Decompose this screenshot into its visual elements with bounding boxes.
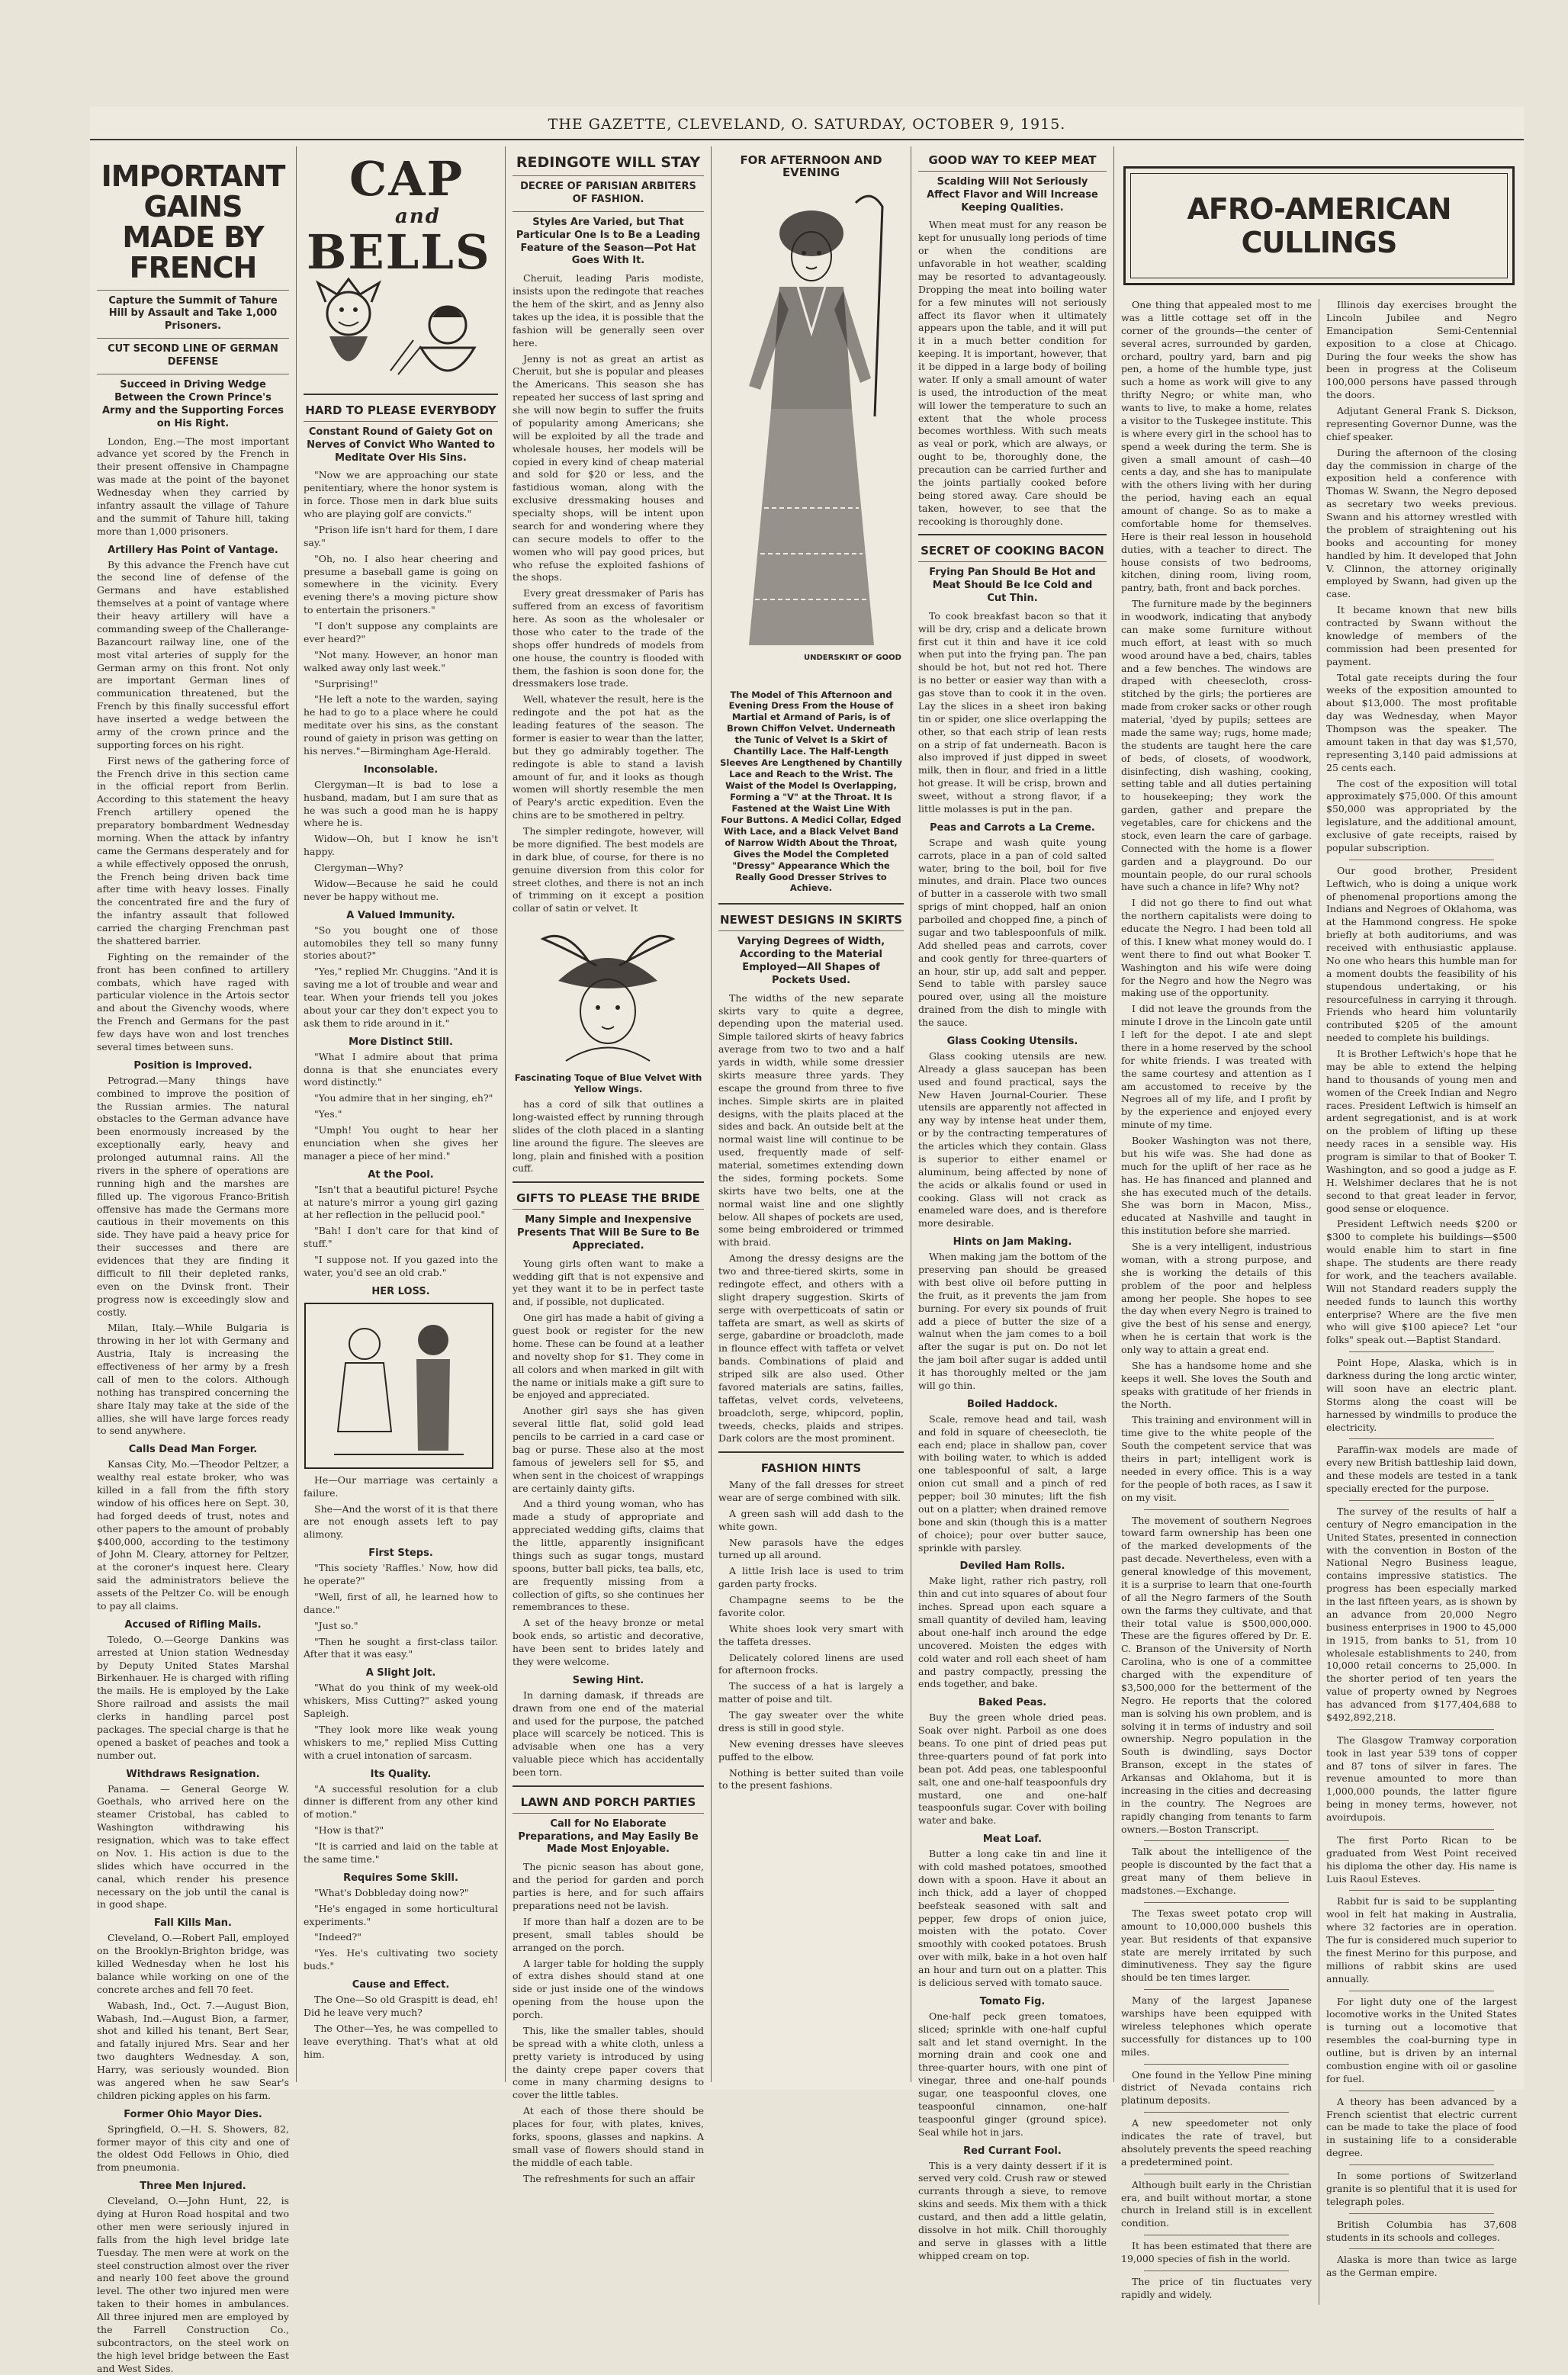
paragraph: Jenny is not as great an artist as Cheruit, but she is popular and pleases the Americans. This season she has repeated her success of last spring and she will now begin to suffer the fruits of popularity among Americans; she will be exploited by all the trade and wholesale houses, her models will be copied in every kind of cheap material and sold for $20 or less, and the fastidious woman, along with the exclusive dressmaking houses and specialty shops, will be intent upon search for and wondering where they can secure models to offer to the women who will pay good prices, but who refuse the exploited fashions of the shops. bbox=[512, 352, 704, 583]
paragraph: I did not leave the grounds from the minute I drove in the Lincoln gate until I left for the depot. I ate and slept there in a home reserved by the school for white friends. I was treated with the same courtesy and attention as I am accustomed to receive by the Negroes all of my life, and I profit by by the experience and enjoyed every minute of my time. bbox=[1121, 1003, 1312, 1131]
paragraph: First news of the gathering force of the French drive in this section came in the official report from Berlin. According to this statement the heavy French artillery opened the preparatory bombardment Wednesday morning. When the attack by infantry came the Germans desperately and for a while effectively opposed the onrush, the French being driven back time after time with heavy losses. Finally the concentrated fire and the fury of the infantry assault that followed carried the charging Frenchman past the shattered barrier. bbox=[97, 754, 289, 946]
woman-dress-illustration-icon bbox=[718, 188, 904, 676]
headline-hard-to-please: HARD TO PLEASE EVERYBODY bbox=[305, 403, 496, 417]
paragraph: "It is carried and laid on the table at the same time." bbox=[304, 1840, 498, 1865]
divider bbox=[1349, 2164, 1494, 2165]
dress-illustration bbox=[718, 183, 904, 686]
paragraph: The widths of the new separate skirts vary to quite a degree, depending upon the material used. Simple tailored skirts of heavy fabrics average from two to two and a half yards in width, while some dressier skirts measure three yards. They escape the ground from three to five inches. Simple skirts are in plaited designs, with the plaits placed at the sides and back. An outside belt at the normal waist line will continue to be used, frequently made of self-material, sometimes extending down the sides, forming pockets. Some skirts have two belts, one at the normal waist line and one slightly below. All shapes of pockets are used, some being embroidered or trimmed with braid. bbox=[718, 991, 904, 1249]
subhead: Hints on Jam Making. bbox=[953, 1236, 1072, 1249]
image-caption: Fascinating Toque of Blue Velvet With Yellow Wings. bbox=[514, 1072, 702, 1095]
paragraph: "He left a note to the warden, saying he had to go to a place where he could meditate over his sins, as the constant round of gaiety in prison was getting on his nerves."—Birmingham Age-Herald. bbox=[304, 693, 498, 757]
paragraph: President Leftwich needs $200 or $300 to complete his buildings—$500 would enable him to start in fine shape. The students are there ready for work, and the teachers available. Will not Standard readers supply the needed funds to launch this worthy enterprise? Where are the five men who will give $100 apiece? Let "our folks" speak out.—Baptist Standard. bbox=[1326, 1218, 1517, 1346]
headline-keep-meat: GOOD WAY TO KEEP MEAT bbox=[928, 153, 1097, 167]
paragraph: "Umph! You ought to hear her enunciation when she gives her manager a piece of her mind." bbox=[304, 1124, 498, 1162]
paragraph: Our good brother, President Leftwich, who is doing a unique work of phenomenal proportions among the Indians and Negroes of Oklahoma, was at the Hammond congress. He spoke briefly at both auditoriums, and was received with enthusiastic applause. No one who hears this humble man for a moment doubts the feasibility of his stupendous undertaking, or his resourcefulness in carrying it through. Friends who heard him voluntarily contributed $205 of the amount needed to complete his buildings. bbox=[1326, 864, 1517, 1044]
paragraph: One thing that appealed most to me was a little cottage set off in the corner of the grounds—the center of several acres, surrounded by garden, orchard, poultry yard, barn and pig pen, a home of the humble type, just such a home as work will give to any thrifty Negro; or white man, who wants to live, to make a home, relates a visitor to the Tuskegee institute. This is where every girl in the school has to spend a week during the term. She is given a small amount of cash—40 cents a day, and she has to manipulate with the others living with her during the period, having each an equal amount of change. So as to make a comfortable home for themselves. Here is their real lesson in household duties, with a teacher to direct. The house consists of two bedrooms, kitchen, dining room, living room, pantry, bath, front and back porches. bbox=[1121, 299, 1312, 594]
paragraph: The gay sweater over the white dress is still in good style. bbox=[718, 1709, 904, 1734]
paragraph: One found in the Yellow Pine mining district of Nevada contains rich platinum deposits. bbox=[1121, 2068, 1312, 2107]
divider bbox=[1349, 1729, 1494, 1730]
paragraph: A little Irish lace is used to trim garden party frocks. bbox=[718, 1565, 904, 1590]
column-4 bbox=[711, 146, 911, 2082]
paragraph: She is a very intelligent, industrious woman, with a strong purpose, and she is working the details of this problem of the poor and helpless among her people. She hopes to see the day when every Negro is trained to give the best of his sense and energy, when he is certain that work is the only way to attain a great end. bbox=[1121, 1241, 1312, 1355]
paragraph: Fighting on the remainder of the front has been confined to artillery combats, which have raged with particular violence in the Artois sector and about the Givenchy woods, where the French and Germans for the past few days have won and lost trenches several times between suns. bbox=[97, 950, 289, 1053]
running-head: THE GAZETTE, CLEVELAND, O. SATURDAY, OCTOBER 9, 1915. bbox=[90, 116, 1524, 140]
subhead: A Slight Jolt. bbox=[365, 1667, 436, 1679]
paragraph: One-half peck green tomatoes, sliced; sprinkle with one-half cupful salt and let stand overnight. In the morning drain and cook one and three-quarter hours, with one pint of vinegar, three and one-half pounds sugar, one teaspoonful cloves, one teaspoonful cinnamon, one-half teaspoonful ginger (ground spice). Seal while hot in jars. bbox=[918, 2010, 1107, 2138]
paragraph: A green sash will add dash to the white gown. bbox=[718, 1507, 904, 1532]
deck: Constant Round of Gaiety Got on Nerves of Convict Who Wanted to Meditate Over His Sins. bbox=[304, 421, 498, 470]
cap-title: CAP bbox=[349, 151, 464, 207]
paragraph: The movement of southern Negroes toward farm ownership has been one of the marked developments of the past decade. Nevertheless, even with a general knowledge of this movement, it is a surprise to learn that one-fourth of all the Negro farmers of the South own the farms they cultivate, and that their total value is $500,000,000. These are the figures offered by Dr. E. C. Branson of the University of North Carolina, who is one of a committee charged with the expenditure of $3,500,000 for the betterment of the Negro. He reports that the colored man is solving his own problem, and is solving it in terms of industry and soil ownership. Negro population in the South is dwindling, says Doctor Branson, except in the states of Arkansas and Oklahoma, but it is increasing in the cities and decreasing in the country. The Negroes are rapidly changing from tenants to farm owners.—Boston Transcript. bbox=[1121, 1514, 1312, 1835]
paragraph: He—Our marriage was certainly a failure. bbox=[304, 1474, 498, 1499]
subhead: Withdraws Resignation. bbox=[126, 1768, 260, 1780]
paragraph: The cost of the exposition will total approximately $75,000. Of this amount $50,000 was appropriated by the legislature, and the additional amount, exclusive of gate receipts, raised by popular subscription. bbox=[1326, 777, 1517, 853]
cullings-left bbox=[1114, 299, 1319, 2305]
paragraph: "Oh, no. I also hear cheering and presume a baseball game is going on somewhere in the vicinity. Every evening there's a moving picture show to entertain the prisoners." bbox=[304, 552, 498, 616]
divider bbox=[1144, 1509, 1289, 1510]
subhead: Former Ohio Mayor Dies. bbox=[124, 2108, 262, 2120]
paragraph: The Texas sweet potato crop will amount to 10,000,000 bushels this year. But residents of that expansive state are merely irritated by such diminutiveness. They say the figure should be ten times larger. bbox=[1121, 1907, 1312, 1984]
paragraph: When making jam the bottom of the preserving pan should be greased with best olive oil before putting in the fruit, as it prevents the jam from burning. For every six pounds of fruit add a piece of butter the size of a walnut when the jam comes to a boil after the sugar is put on. Do not let the jam boil after sugar is added until it has thoroughly melted or the jam will go thin. bbox=[918, 1251, 1107, 1391]
divider bbox=[1349, 1438, 1494, 1439]
paragraph: Although built early in the Christian era, and built without mortar, a stone church in Ireland still is in excellent condition. bbox=[1121, 2178, 1312, 2229]
divider bbox=[1349, 2248, 1494, 2249]
paragraph: Make light, rather rich pastry, roll thin and cut into squares of about four inches. Spread upon each square a small quantity of deviled ham, leaving about one-half inch around the edge uncovered. Moisten the edges with cold water and roll each sheet of ham and pastry compactly, pressing the ends together, and bake. bbox=[918, 1575, 1107, 1690]
paragraph: She—And the worst of it is that there are not enough assets left to pay alimony. bbox=[304, 1502, 498, 1541]
subhead: At the Pool. bbox=[368, 1168, 434, 1181]
subhead: Red Currant Fool. bbox=[963, 2145, 1062, 2157]
subhead: Deviled Ham Rolls. bbox=[959, 1560, 1065, 1573]
subhead: Sewing Hint. bbox=[572, 1674, 644, 1686]
paragraph: White shoes look very smart with the taffeta dresses. bbox=[718, 1622, 904, 1647]
deck: Many Simple and Inexpensive Presents That Will Be Sure to Be Appreciated. bbox=[512, 1209, 704, 1258]
column-2 bbox=[296, 146, 505, 2082]
divider bbox=[1144, 1989, 1289, 1990]
divider bbox=[304, 394, 498, 395]
divider bbox=[1349, 1351, 1494, 1352]
deck: Call for No Elaborate Preparations, and May Easily Be Made Most Enjoyable. bbox=[512, 1813, 704, 1862]
paragraph: "A successful resolution for a club dinner is different from any other kind of motion." bbox=[304, 1782, 498, 1821]
paragraph: Scale, remove head and tail, wash and fold in square of cheesecloth, tie each end; place in shallow pan, cover with boiling water, to which is added one tablespoonful of salt, a large onion cut small and a pinch of red pepper; boil 30 minutes; lift the fish out on a platter; when drained remove bone and skin (though this is a matter of choice); pour over butter sauce, sprinkle with parsley. bbox=[918, 1412, 1107, 1554]
paragraph: "You admire that in her singing, eh?" bbox=[314, 1092, 493, 1104]
paragraph: "He's engaged in some horticultural experiments." bbox=[304, 1902, 498, 1927]
paragraph: The furniture made by the beginners in woodwork, indicating that anybody can make some furniture without much effort, at least with so much wood around have a bed, chairs, tables and a few benches. The windows are draped with cheesecloth, cross-stitched by the girls; the portieres are made from croker sacks or other rough material, 'dyed by pupils; settees are made the same way; rugs, home made; the students are taught here the care of beds, of closets, of woodwork, disinfecting, dish washing, cooking, setting table and all duties pertaining to housekeeping; they work the garden, gather and prepare the vegetables, care for chickens and the stock, even learn the care of garbage. Connected with the home is a flower garden and a playground. Do our mountain people, do our rural schools have such a chance in life? Why not? bbox=[1121, 598, 1312, 893]
subhead: A Valued Immunity. bbox=[346, 909, 455, 921]
paragraph: London, Eng.—The most important advance yet scored by the French in their present offensive in Champagne was made at the point of the bayonet Wednesday when they carried by infantry assault the village of Tahure and the summit of Tahure hill, taking more than 1,000 prisoners. bbox=[97, 435, 289, 537]
paragraph: Among the dressy designs are the two and three-tiered skirts, some in redingote effect, and others with a slight drapery suggestion. Skirts of serge with overpetticoats of satin or taffeta are smart, as well as skirts of serge, gabardine or broadcloth, made in flounce effect with taffeta or velvet bands. Combinations of plaid and striped silk are also used. Other favored materials are satins, failles, taffetas, velvet cords, velveteens, broadcloth, serge, whipcord, poplin, tweeds, checks, plaids and stripes. Dark colors are the most prominent. bbox=[718, 1252, 904, 1445]
paragraph: Illinois day exercises brought the Lincoln Jubilee and Negro Emancipation Semi-Centennial exposition to a close at Chicago. During the four weeks the show has been in progress at the Coliseum 100,000 persons have passed through the doors. bbox=[1326, 299, 1517, 401]
paragraph: "Surprising!" bbox=[314, 677, 378, 689]
paragraph: The success of a hat is largely a matter of poise and tilt. bbox=[718, 1680, 904, 1705]
paragraph: It became known that new bills contracted by Swann without the knowledge of members of the commission had been presented for payment. bbox=[1326, 604, 1517, 667]
headline-redingote: REDINGOTE WILL STAY bbox=[516, 154, 701, 171]
paragraph: "What's Dobbleday doing now?" bbox=[314, 1886, 469, 1898]
subhead: Three Men Injured. bbox=[140, 2181, 246, 2193]
paragraph: When meat must for any reason be kept for unusually long periods of time or when the conditions are unfavorable in hot weather, scalding may be resorted to advantageously. Dropping the meat into boiling water for a few minutes will not seriously affect its flavor when it ultimately appears upon the table, and it will put it in a much better condition for keeping. It is important, however, that it be dipped in a large body of boiling water. If only a small amount of water is used, the introduction of the meat will lower the temperature to such an extent that the whole process becomes worthless. With such meats as veal or pork, which are always, or ought to be, thoroughly done, the precaution can be carried further and the joints partially cooked before being stored away. Care should be taken, however, to see that the recooking is thoroughly done. bbox=[918, 219, 1107, 527]
paragraph: In some portions of Switzerland granite is so plentiful that it is used for telegraph poles. bbox=[1326, 2170, 1517, 2207]
paragraph: The One—So old Graspitt is dead, eh! Did he leave very much? bbox=[304, 1994, 498, 2018]
subhead: Fall Kills Man. bbox=[154, 1917, 232, 1930]
paragraph: "Yes. He's cultivating two society buds." bbox=[304, 1947, 498, 1972]
subhead: Meat Loaf. bbox=[982, 1833, 1043, 1846]
cullings-right bbox=[1319, 299, 1524, 2305]
subhead: Inconsolable. bbox=[363, 763, 439, 776]
paragraph: The picnic season has about gone, and the period for garden and porch parties is here, and for such affairs preparations need not be lavish. bbox=[512, 1861, 704, 1911]
paragraph: "What I admire about that prima donna is that she enunciates every word distinctly." bbox=[304, 1050, 498, 1088]
headline-cooking-bacon: SECRET OF COOKING BACON bbox=[921, 544, 1104, 558]
image-caption: The Model of This Afternoon and Evening Dress From the House of Martial et Armand of Paris, is of Brown Chiffon Velvet. Underneath the Tunic of Velvet Is a Skirt of Chantilly Lace. The Half-Length Sleeves Are Lengthened by Chantilly Lace and Reach to the Wrist. The Waist of the Model Is Overlapping, Forming a "V" at the Throat. It Is Fastened at the Waist Line With Four Buttons. A Medici Collar, Edged With Lace, and a Black Velvet Band of Narrow Width About the Throat, Gives the Model the Completed "Dressy" Appearance Which the Really Good Dresser Strives to Achieve. bbox=[720, 689, 902, 894]
paragraph: Cleveland, O.—John Hunt, 22, is dying at Huron Road hospital and two other men were seriously injured in falls from the high level bridge late Tuesday. The men were at work on the steel construction almost over the river and nearly 100 feet above the ground level. The other two injured men were taken to their homes in ambulances. All three injured men are employed by the Farrell Construction Co., subcontractors, on the steel work on the high level bridge between the East and West Sides. bbox=[97, 2195, 289, 2374]
couple-illustration-icon bbox=[304, 1302, 494, 1470]
paragraph: Many of the largest Japanese warships have been equipped with wireless telephones which operate successfully for distances up to 100 miles. bbox=[1121, 1994, 1312, 2058]
subhead: Artillery Has Point of Vantage. bbox=[108, 544, 278, 556]
subhead: Peas and Carrots a La Creme. bbox=[930, 821, 1095, 834]
column-5 bbox=[911, 146, 1113, 2261]
paragraph: Scrape and wash quite young carrots, place in a pan of cold salted water, bring to the boil, boil for five minutes, and drain. Place two ounces of butter in a casserole with two small sprigs of mint chopped, half an onion parboiled and chopped fine, a pinch of sugar and two tablespoonfuls of milk. Add shelled peas and carrots, cover and cook gently for three-quarters of an hour, stir up, add salt and pepper. Send to table with parsley sauce poured over, using all the moisture drained from the dish to mingle with the sauce. bbox=[918, 836, 1107, 1029]
paragraph: "Just so." bbox=[314, 1619, 358, 1631]
paragraph: Booker Washington was not there, but his wife was. She had done as much for the uplift of her race as he has. He has financed and planned and she has executed much of the details. She was born in Macon, Miss., educated at Nashville and taught in this institution before she married. bbox=[1121, 1135, 1312, 1237]
paragraph: Talk about the intelligence of the people is discounted by the fact that a great many of them believe in madstones.—Exchange. bbox=[1121, 1846, 1312, 1896]
paragraph: I did not go there to find out what the northern capitalists were doing to educate the Negro. I had been told all of this. I knew what money would do. I went there to find out what Booker T. Washington and his wife were doing for the Negro and how the Negro was making use of the opportunity. bbox=[1121, 897, 1312, 999]
divider bbox=[718, 903, 904, 905]
paragraph: Cheruit, leading Paris modiste, insists upon the redingote that reaches the hem of the skirt, and as Jenny also takes up the idea, it is possible that the fashion will be generally seen over here. bbox=[512, 272, 704, 349]
deck: CUT SECOND LINE OF GERMAN DEFENSE bbox=[97, 338, 289, 374]
paragraph: The first Porto Rican to be graduated from West Point received his diploma the other day. His name is Luis Raoul Esteves. bbox=[1326, 1833, 1517, 1885]
paragraph: Nothing is better suited than voile to the present fashions. bbox=[718, 1766, 904, 1792]
paragraph: Adjutant General Frank S. Dickson, representing Governor Dunne, was the chief speaker. bbox=[1326, 405, 1517, 442]
paragraph: The Other—Yes, he was compelled to leave everything. That's what at old him. bbox=[304, 2022, 498, 2060]
paragraph: Glass cooking utensils are new. Already a glass saucepan has been used and found practical, says the New Haven Journal-Courier. These utensils are apparently not affected in any way by intense heat under them, or by the contracting temperatures of the articles which they contain. Glass is superior to either enamel or aluminum, being affected by none of the acids or alkalis found or used in cooking. Glass will not crack as enameled ware does, and is therefore more desirable. bbox=[918, 1049, 1107, 1229]
subhead: Glass Cooking Utensils. bbox=[946, 1035, 1078, 1047]
bells-title: BELLS bbox=[307, 224, 491, 280]
divider bbox=[1349, 1829, 1494, 1830]
paragraph: The refreshments for such an affair bbox=[523, 2172, 696, 2184]
paragraph: A larger table for holding the supply of extra dishes should stand at one side or just inside one of the windows opening from the house upon the porch. bbox=[512, 1957, 704, 2020]
paragraph: A theory has been advanced by a French scientist that electric current can be made to take the place of food in sustaining life to a considerable degree. bbox=[1326, 2095, 1517, 2159]
divider bbox=[512, 1181, 704, 1183]
subhead: Requires Some Skill. bbox=[343, 1872, 458, 1884]
paragraph: Alaska is more than twice as large as the German empire. bbox=[1326, 2254, 1517, 2279]
paragraph: "Now we are approaching our state penitentiary, where the honor system is in force. Those men in dark blue suits who are playing golf are convicts." bbox=[304, 469, 498, 520]
subhead: Calls Dead Man Forger. bbox=[128, 1444, 258, 1456]
paragraph: British Columbia has 37,608 students in its schools and colleges. bbox=[1326, 2218, 1517, 2243]
paragraph: "So you bought one of those automobiles they tell so many funny stories about?" bbox=[304, 924, 498, 962]
paragraph: This is a very dainty dessert if it is served very cold. Crush raw or stewed currants through a sieve, to remove skins and seeds. Mix them with a thick custard, and then add a little gelatin, dissolve in hot milk. Chill thoroughly and serve in glasses with a little whipped cream on top. bbox=[918, 2159, 1107, 2261]
paragraph: In darning damask, if threads are drawn from one end of the material and used for the purpose, the patched place will scarcely be noticed. This is advisable when one has a very valuable piece which has accidentally been torn. bbox=[512, 1689, 704, 1779]
paragraph: "This society 'Raffles.' Now, how did he operate?" bbox=[304, 1562, 498, 1587]
paragraph: "Bah! I don't care for that kind of stuff." bbox=[304, 1225, 498, 1250]
divider bbox=[718, 1451, 904, 1453]
paragraph: By this advance the French have cut the second line of defense of the Germans and have established themselves at a point of vantage where their heavy artillery will have a commanding sweep of the Challerange-Bazancourt railway line, one of the most vital arteries of supply for the German army on this front. Not only are important German lines of communication threatened, but the French by this finally successful effort have inserted a wedge between the army of the crown prince and the supporting forces on his right. bbox=[97, 558, 289, 750]
deck: DECREE OF PARISIAN ARBITERS OF FASHION. bbox=[512, 175, 704, 211]
headline-gifts-bride: GIFTS TO PLEASE THE BRIDE bbox=[516, 1191, 700, 1206]
paragraph: A set of the heavy bronze or metal book ends, so artistic and decorative, have been sent to brides lately and they were welcome. bbox=[512, 1617, 704, 1667]
headline-french-gains: IMPORTANT GAINS MADE BY FRENCH bbox=[101, 159, 285, 284]
paragraph: Clergyman—It is bad to lose a husband, madam, but I am sure that as he was such a good man he is happy where he is. bbox=[304, 778, 498, 829]
subhead: More Distinct Still. bbox=[349, 1036, 453, 1048]
paragraph: New evening dresses have sleeves puffed to the elbow. bbox=[718, 1737, 904, 1763]
column-1 bbox=[90, 146, 296, 2374]
paragraph: Paraffin-wax models are made of every new British battleship laid down, and these models are tested in a tank specially erected for the purpose. bbox=[1326, 1444, 1517, 1494]
paragraph: To cook breakfast bacon so that it will be dry, crisp and a delicate brown first cut it thin and have it ice cold when put into the frying pan. The pan should be hot, but not red hot. There is no better or easier way than with a gas stove than to cook it in the oven. Lay the slices in a sheet iron baking tin or spider, one slice overlapping the other, so that each strip of lean rests on a strip of fat underneath. Bacon is also improved if just dipped in sweet milk, then in flour, and fried in a little hot grease. It will be crisp, brown and sweet, without a strong flavor, if a little molasses is put in the pan. bbox=[918, 609, 1107, 815]
deck: Scalding Will Not Seriously Affect Flavor and Will Increase Keeping Qualities. bbox=[918, 171, 1107, 220]
paragraph: "They look more like weak young whiskers to me," replied Miss Cutting with a cruel intonation of sarcasm. bbox=[304, 1723, 498, 1761]
paragraph: has a cord of silk that outlines a long-waisted effect by running through slides of the cloth placed in a slanting line around the figure. The sleeves are long, plain and finished with a position cuff. bbox=[512, 1098, 704, 1175]
paragraph: If more than half a dozen are to be present, small tables should be arranged on the porch. bbox=[512, 1915, 704, 1953]
subhead: Tomato Fig. bbox=[979, 1995, 1046, 2007]
paragraph: Well, whatever the result, here is the redingote and the pot hat as the leading features of the season. The former is easier to wear than the latter, but they go admirably together. The redingote is able to stand a lavish amount of fur, and it looks as though women will shortly resemble the men of Peary's arctic expedition. Even the chins are to be smothered in peltry. bbox=[512, 693, 704, 821]
paragraph: A new speedometer not only indicates the rate of travel, but absolutely prevents the speed reaching a predetermined point. bbox=[1121, 2117, 1312, 2168]
paragraph: "Yes." bbox=[314, 1108, 342, 1120]
paragraph: It is Brother Leftwich's hope that he may be able to extend the helping hand to thousands of young men and women of the Creek Indian and Negro races. President Leftwich is himself an ardent segregationist, and is at work on the problem of lifting up these needy races in a sensible way. His program is similar to that of Booker T. Washington, and so good a judge as F. H. Welshimer declares that he is not second to that great leader in fervor, good sense or eloquence. bbox=[1326, 1048, 1517, 1214]
paragraph: Widow—Oh, but I know he isn't happy. bbox=[304, 833, 498, 858]
cullings-body bbox=[1114, 299, 1524, 2305]
paragraph: New parasols have the edges turned up all around. bbox=[718, 1536, 904, 1561]
paragraph: "Yes," replied Mr. Chuggins. "And it is saving me a lot of trouble and wear and tear. When your friends tell you jokes about your car they don't expect you to ask them to ride around in it." bbox=[304, 966, 498, 1029]
paragraph: During the afternoon of the closing day the commission in charge of the exposition held a conference with Thomas W. Swann, the Negro deposed as secretary two weeks previous. Swann and his attorney wrestled with the problem of straightening out his books and accounting for money handled by him. It developed that John V. Clinnon, the attorney originally employed by Swann, had given up the case. bbox=[1326, 446, 1517, 600]
newspaper-page bbox=[90, 107, 1524, 2374]
divider bbox=[1144, 2064, 1289, 2065]
paragraph: Widow—Because he said he could never be happy without me. bbox=[304, 877, 498, 902]
paragraph: Rabbit fur is said to be supplanting wool in felt hat making in Australia, where 32 factories are in operation. The fur is considered much superior to the finest Merino for this purpose, and millions of rabbit skins are used annually. bbox=[1326, 1895, 1517, 1985]
paragraph: It has been estimated that there are 19,000 species of fish in the world. bbox=[1121, 2240, 1312, 2264]
divider bbox=[1144, 1902, 1289, 1903]
paragraph: Panama. — General George W. Goethals, who arrived here on the steamer Cristobal, has cabled to Washington withdrawing his resignation, which was to take effect on Nov. 1. His action is due to the slides which have occurred in the canal, which render his presence necessary on the job until the canal is in good shape. bbox=[97, 1782, 289, 1911]
paragraph: One girl has made a habit of giving a guest book or register for the new home. These can be found at a leather and novelty shop for $1. They come in all colors and when marked in gilt with the name or initials make a gift sure to be enjoyed and appreciated. bbox=[512, 1312, 704, 1401]
divider bbox=[1349, 2213, 1494, 2214]
paragraph: The price of tin fluctuates very rapidly and widely. bbox=[1121, 2275, 1312, 2300]
subhead: Position is Improved. bbox=[133, 1059, 252, 1072]
paragraph: Toledo, O.—George Dankins was arrested at Union station Wednesday by Deputy United States Marshal Birkenhauer. He is charged with rifling the mails. He is employed by the Lake Shore railroad and assists the mail clerks in handling parcel post packages. The special charge is that he opened a basket of peaches and took a number out. bbox=[97, 1633, 289, 1761]
subhead: Cause and Effect. bbox=[352, 1979, 450, 1991]
headline-lawn-porch: LAWN AND PORCH PARTIES bbox=[520, 1795, 696, 1809]
divider bbox=[1349, 1500, 1494, 1501]
divider bbox=[512, 1785, 704, 1787]
paragraph: Young girls often want to make a wedding gift that is not expensive and yet they want it to be in perfect taste and, if possible, not duplicated. bbox=[512, 1257, 704, 1308]
paragraph: And a third young woman, who has made a study of appropriate and appreciated wedding gifts, claims that the little, apparently insignificant things such as sugar tongs, mustard spoons, butter ball picks, tea balls, etc, are frequently missing from a collection of gifts, so she continues her remembrances to these. bbox=[512, 1498, 704, 1613]
column-6 bbox=[1113, 146, 1524, 2300]
paragraph: For light duty one of the largest locomotive works in the United States is turning out a locomotive that resembles the coal-burning type in outline, but is driven by an internal combustion engine with oil or gasoline for fuel. bbox=[1326, 1995, 1517, 2084]
afro-american-cullings-masthead bbox=[1123, 166, 1515, 285]
section-title: AFRO-AMERICAN CULLINGS bbox=[1130, 173, 1508, 278]
paragraph: "Prison life isn't hard for them, I dare say." bbox=[304, 523, 498, 548]
divider bbox=[1144, 2112, 1289, 2113]
paragraph: "Indeed?" bbox=[314, 1931, 361, 1943]
paragraph: Springfield, O.—H. S. Showers, 82, former mayor of this city and one of the oldest Odd Fellows in Ohio, died from pneumonia. bbox=[97, 2123, 289, 2174]
paragraph: "Isn't that a beautiful picture! Psyche at nature's mirror a young girl gazing at her reflection in the pellucid pool." bbox=[304, 1183, 498, 1221]
paragraph: Point Hope, Alaska, which is in darkness during the long arctic winter, will soon have an electric plant. Storms along the coast will be harnessed by windmills to produce the electricity. bbox=[1326, 1357, 1517, 1433]
paragraph: She has a handsome home and she keeps it well. She loves the South and speaks with gratitude of her friends in the North. bbox=[1121, 1359, 1312, 1410]
paragraph: Kansas City, Mo.—Theodor Peltzer, a wealthy real estate broker, who was killed in a fall from the fifth story window of his offices here on Sept. 30, had forged deeds of trust, notes and other papers to the amount of probably $400,000, according to the testimony of John M. Cleary, attorney for Peltzer, at the coroner's inquest here. Cleary said the administrators believe the assets of the Peltzer Co. will be enough to pay all claims. bbox=[97, 1458, 289, 1612]
paragraph: Another girl says she has given several little flat, solid gold lead pencils to be carried in a card case or bag or purse. These also at the most famous of jewelers sell for $5, and when sent in the choicest of wrappings are certainly dainty gifts. bbox=[512, 1405, 704, 1494]
divider bbox=[1349, 1890, 1494, 1891]
hat-illustration-icon bbox=[512, 920, 703, 1065]
paragraph: Wabash, Ind., Oct. 7.—August Bion, Wabash, Ind.—August Bion, a farmer, shot and killed his tenant, Bert Sear, and fatally injured Mrs. Sear and her two daughters Wednesday. A son, Harry, was seriously wounded. Bion was angered when he saw Sear's children picking apples on his farm. bbox=[97, 1999, 289, 2101]
subhead: Its Quality. bbox=[370, 1768, 432, 1780]
paragraph: Many of the fall dresses for street wear are of serge combined with silk. bbox=[718, 1479, 904, 1503]
paragraph: "How is that?" bbox=[314, 1824, 384, 1837]
paragraph: Butter a long cake tin and line it with cold mashed potatoes, smoothed down with a spoon. Have it about an inch thick, add a layer of chopped beefsteak seasoned with salt and pepper, few drops of onion juice, moisten with the potato. Cover smoothly with cooked potatoes. Brush over with milk, bake in a hot oven half an hour and turn out on a platter. This is delicious served with tomato sauce. bbox=[918, 1848, 1107, 1988]
paragraph: Delicately colored linens are used for afternoon frocks. bbox=[718, 1651, 904, 1676]
paragraph: Petrograd.—Many things have combined to improve the position of the Russian armies. The natural obstacles to the German advance have been enormously increased by the exceptionally early, heavy and prolonged autumnal rains. All the rivers in the sphere of operations are running high and the marshes are filled up. The vigorous Franco-British offensive has made the Germans more cautious in their movements on this side. They have paid a heavy price for their successes and there are evidences that they are finding it difficult to fill their depleted ranks, even on the Dvinsk front. Their progress now is exceedingly slow and costly. bbox=[97, 1074, 289, 1318]
paragraph: "I suppose not. If you gazed into the water, you'd see an old crab." bbox=[304, 1254, 498, 1278]
divider bbox=[918, 534, 1107, 535]
paragraph: Every great dressmaker of Paris has suffered from an excess of favoritism here. As soon as the wholesaler or those who cater to the trade of the shops offer hundreds of models from one house, the country is flooded with them, the fashion is soon done for, the dressmakers lose trade. bbox=[512, 587, 704, 689]
paragraph: At each of those there should be places for four, with plates, knives, forks, spoons, glasses and napkins. A small vase of flowers should stand in the middle of each table. bbox=[512, 2105, 704, 2168]
deck: Capture the Summit of Tahure Hill by Assault and Take 1,000 Prisoners. bbox=[97, 290, 289, 339]
paragraph: Total gate receipts during the four weeks of the exposition amounted to about $13,000. The most profitable day was Wednesday, when Mayor Thompson was the speaker. The amount taken in that day was $1,570, representing 3,140 paid admissions at 25 cents each. bbox=[1326, 671, 1517, 773]
subhead: Accused of Rifling Mails. bbox=[124, 1618, 262, 1631]
jester-illustration-icon bbox=[307, 279, 497, 386]
paragraph: The simpler redingote, however, will be more dignified. The best models are in dark blue, of course, for there is no genuine diversion from this color for street clothes, and there is not an inch of trimming on it except a position collar of satin or velvet. It bbox=[512, 825, 704, 914]
deck: Frying Pan Should Be Hot and Meat Should Be Ice Cold and Cut Thin. bbox=[918, 561, 1107, 610]
subhead: Baked Peas. bbox=[978, 1697, 1047, 1709]
and-title: and bbox=[395, 205, 441, 228]
cap-and-bells-masthead bbox=[304, 151, 498, 387]
paragraph: Clergyman—Why? bbox=[314, 862, 403, 874]
deck: Succeed in Driving Wedge Between the Crown Prince's Army and the Supporting Forces on His Right. bbox=[97, 374, 289, 435]
paragraph: Milan, Italy.—While Bulgaria is throwing in her lot with Germany and Austria, Italy is increasing the effectiveness of her army by a fresh call of men to the colors. Although nothing has transpired concerning the share Italy may take at the side of the allies, she will have large forces ready to send anywhere. bbox=[97, 1322, 289, 1437]
deck: Varying Degrees of Width, According to the Material Employed—All Shapes of Pockets Used. bbox=[718, 930, 904, 992]
paragraph: This training and environment will in time give to the white people of the South the competent service that was theirs in part; intelligent work is needed in every office. This is a way for the people of both races, as I saw it on my visit. bbox=[1121, 1414, 1312, 1503]
paragraph: "Well, first of all, he learned how to dance." bbox=[304, 1590, 498, 1615]
paragraph: "Then he sought a first-class tailor. After that it was easy." bbox=[304, 1635, 498, 1660]
paragraph: "What do you think of my week-old whiskers, Miss Cutting?" asked young Sapleigh. bbox=[304, 1682, 498, 1720]
paragraph: "Not many. However, an honor man walked away only last week." bbox=[304, 648, 498, 673]
subhead: HER LOSS. bbox=[371, 1285, 430, 1297]
divider bbox=[1144, 1840, 1289, 1841]
headline-fashion-hints: FASHION HINTS bbox=[760, 1461, 862, 1476]
headline-newest-skirts: NEWEST DESIGNS IN SKIRTS bbox=[719, 913, 903, 927]
paragraph: Champagne seems to be the favorite color. bbox=[718, 1594, 904, 1618]
deck: Styles Are Varied, but That Particular One Is to Be a Leading Feature of the Season—Pot Hat Goes With It. bbox=[512, 211, 704, 273]
subhead: Boiled Haddock. bbox=[967, 1398, 1058, 1410]
subhead: First Steps. bbox=[368, 1547, 433, 1560]
headline-afternoon-evening: FOR AFTERNOON AND EVENING bbox=[740, 153, 882, 179]
paragraph: Cleveland, O.—Robert Pall, employed on the Brooklyn-Brighton bridge, was killed Wednesday when he lost his balance while working on one of the concrete arches and fell 70 feet. bbox=[97, 1932, 289, 1995]
underskirt-label: UNDERSKIRT OF GOOD bbox=[804, 653, 901, 662]
paragraph: The Glasgow Tramway corporation took in last year 539 tons of copper and 87 tons of silver in fares. The revenue amounted to more than 1,000,000 pounds, the latter figure being in money terms, however, not avoirdupois. bbox=[1326, 1734, 1517, 1823]
paragraph: Buy the green whole dried peas. Soak over night. Parboil as one does beans. To one pint of dried peas put three-quarters pound of fat pork into bean pot. Add peas, one tablespoonful salt, one and one-half teaspoonfuls dry mustard, one and one-half teaspoonfuls sugar. Cover with boiling water and bake. bbox=[918, 1711, 1107, 1827]
column-3 bbox=[505, 146, 711, 2184]
paragraph: This, like the smaller tables, should be spread with a white cloth, unless a pretty variety is introduced by using the dainty crepe paper covers that come in many charming designs to cover the little tables. bbox=[512, 2024, 704, 2101]
paragraph: The survey of the results of half a century of Negro emancipation in the United States, presented in connection with the convention in Boston of the National Negro Business league, contains impressive statistics. The progress has been especially marked in the last fifteen years, as is shown by an advance from 20,000 Negro business enterprises in 1900 to 45,000 in 1915, from banks to 51, from 10 wholesale establishments to 240, from 10,000 retail concerns to 25,000. In the shorter period of ten years the value of property owned by Negroes has advanced from $177,404,688 to $492,892,218. bbox=[1326, 1505, 1517, 1723]
paragraph: "I don't suppose any complaints are ever heard?" bbox=[304, 620, 498, 644]
